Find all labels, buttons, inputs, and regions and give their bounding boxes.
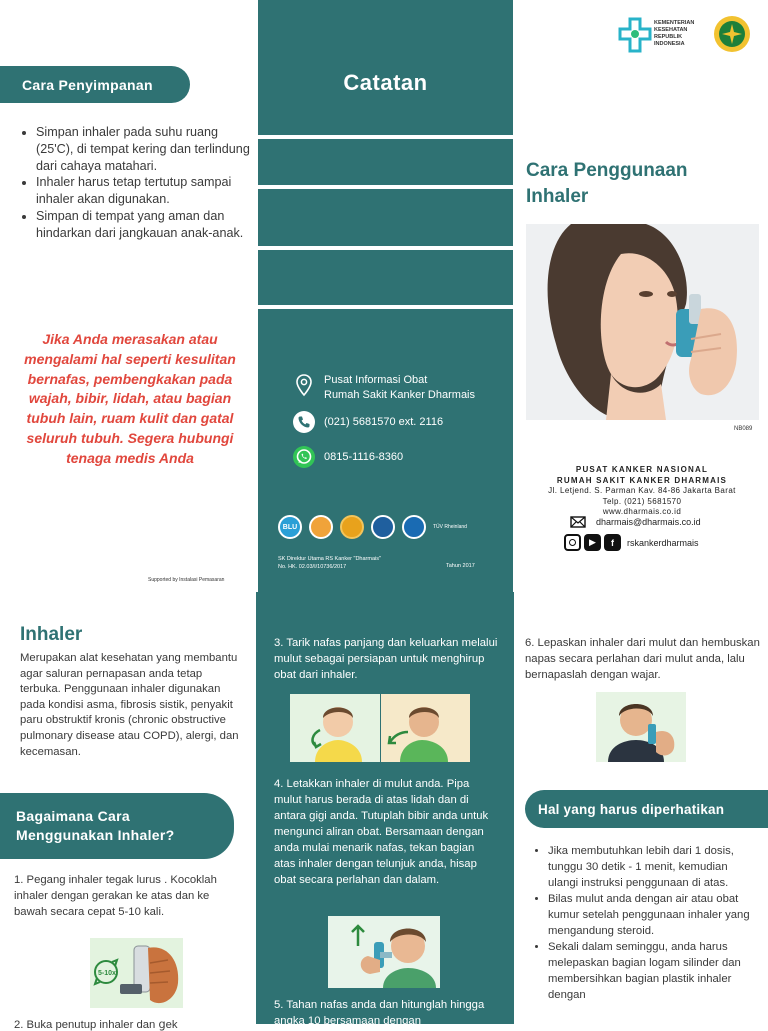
- year-text: Tahun 2017: [446, 563, 475, 569]
- social-handle: rskankerdharmais: [627, 537, 699, 548]
- location-row: [292, 373, 475, 403]
- document-code: NB089: [734, 426, 753, 432]
- attention-panel: [514, 592, 768, 1024]
- inhaler-info-panel: [0, 592, 256, 1031]
- ministry-line: KESEHATAN: [654, 27, 688, 33]
- phone-row: [292, 410, 443, 434]
- phone-icon: [292, 410, 316, 434]
- storage-heading: Cara Penyimpanan: [0, 66, 190, 103]
- press-inhaler-illustration: [328, 916, 440, 988]
- youtube-icon: ▶: [584, 534, 601, 551]
- storage-item: • Simpan inhaler pada suhu ruang (25'C), di tempat kering dan terlindung dari cahaya matahari.: [36, 124, 252, 174]
- cover-title-line: Cara Penggunaan: [526, 160, 688, 181]
- tuv-logo: TÜV Rheinland: [433, 524, 467, 530]
- supported-note: Supported by Instalasi Pemasaran: [148, 577, 225, 583]
- award-badge-icon: [309, 515, 333, 539]
- org-name: PUSAT KANKER NASIONAL: [575, 465, 709, 474]
- attention-list: [532, 843, 760, 1003]
- ministry-line: KEMENTERIAN: [654, 20, 695, 26]
- facebook-icon: f: [604, 534, 621, 551]
- ministry-logo-icon: [618, 17, 652, 53]
- attention-item: • Bilas mulut anda dengan air atau obat kumur setelah penggunaan inhaler yang mengandung steroid.: [548, 891, 760, 939]
- breathe-illustration: [290, 694, 470, 762]
- notes-panel: [258, 0, 513, 592]
- how-to-heading: [0, 793, 234, 859]
- inhaler-title: Inhaler: [20, 624, 83, 645]
- whatsapp-icon: [292, 445, 316, 469]
- decree-text: [278, 555, 381, 571]
- storage-list: [20, 124, 252, 242]
- attention-heading: Hal yang harus diperhatikan: [525, 790, 768, 828]
- hospital-address-block: [516, 465, 768, 518]
- attention-item: • Sekali dalam seminggu, anda harus melepaskan bagian logam silinder dan membersihkan bagian plastik inhaler dengan: [548, 939, 760, 1003]
- ministry-name: [654, 20, 694, 48]
- exhale-illustration: [596, 692, 686, 762]
- instagram-icon: [564, 534, 581, 551]
- iso-badge-icon: [402, 515, 426, 539]
- location-pin-icon: [292, 373, 316, 397]
- step-2: 2. Buka penutup inhaler dan ցek: [14, 1019, 178, 1031]
- steps-panel: [256, 592, 514, 1027]
- phone-number: (021) 5681570 ext. 2116: [324, 415, 444, 428]
- storage-item: • Simpan di tempat yang aman dan hindarkan dari jangkauan anak-anak.: [36, 208, 252, 242]
- how-to-heading-line: Menggunakan Inhaler?: [16, 827, 175, 843]
- location-line: Rumah Sakit Kanker Dharmais: [324, 389, 476, 401]
- decree-line: SK Direktur Utama RS Kanker "Dharmais": [278, 556, 381, 562]
- org-phone: Telp. (021) 5681570: [602, 496, 682, 506]
- cover-panel: [516, 0, 768, 592]
- blu-badge-icon: BLU: [278, 515, 302, 539]
- notes-title-box: [258, 0, 513, 135]
- inhaler-description: Merupakan alat kesehatan yang membantu agar saluran pernapasan anda tetap terbuka. Penggunaan inhaler digunakan pada kondisi asma, fibrosis sistik, penyakit paru obstruktif kronis (chronic obstructive pulmonary disease atau COPD), alergi, dan kecemasan.: [20, 652, 239, 758]
- cover-title: [526, 158, 688, 210]
- woman-inhaler-photo: [526, 224, 759, 420]
- note-line-box: [258, 250, 513, 305]
- storage-item: • Inhaler harus tetap tertutup sampai inhaler akan digunakan.: [36, 174, 252, 208]
- shake-inhaler-illustration: [90, 938, 183, 1008]
- street-address: Jl. Letjend. S. Parman Kav. 84-86 Jakarta Barat: [548, 486, 736, 495]
- step-4: 4. Letakkan inhaler di mulut anda. Pipa mulut harus berada di atas lidah dan di antara gigi anda. Tutuplah bibir anda untuk mengunci aliran obat. Bersamaan dengan anda mulai menarik nafas, tekan bagian atas inhaler dengan telunjuk anda, hisap obat secara perlahan dan dalam.: [274, 778, 489, 886]
- note-line-box: [258, 139, 513, 185]
- whatsapp-row: [292, 445, 403, 469]
- warning-text: Jika Anda merasakan atau mengalami hal seperti kesulitan bernafas, pembengkakan pada wajah, bibir, lidah, atau bagian tubuh lain, ruam kulit dan gatal seluruh tubuh. Segera hubungi tenaga medis Anda: [24, 331, 236, 466]
- hospital-seal-icon: [712, 14, 752, 54]
- note-line-box: [258, 189, 513, 246]
- how-to-heading-line: Bagaimana Cara: [16, 808, 130, 824]
- decree-line: No. HK. 02.03/I/10736/2017: [278, 564, 347, 570]
- accreditation-badge-icon: [371, 515, 395, 539]
- ministry-line: REPUBLIK: [654, 34, 683, 40]
- location-line: Pusat Informasi Obat: [324, 374, 428, 386]
- notes-title: Catatan: [343, 70, 428, 95]
- gold-badge-icon: [340, 515, 364, 539]
- social-row: [564, 534, 699, 551]
- mail-icon: [570, 516, 586, 528]
- shake-count-label: 5-10x: [98, 970, 116, 977]
- step-3: 3. Tarik nafas panjang dan keluarkan melalui mulut sebagai persiapan untuk menghirup obat dari inhaler.: [274, 637, 498, 681]
- whatsapp-number: 0815-1116-8360: [324, 450, 404, 463]
- attention-item: • Jika membutuhkan lebih dari 1 dosis, tunggu 30 detik - 1 menit, kemudian ulangi instruksi penggunaan di atas.: [548, 843, 760, 891]
- step-5: 5. Tahan nafas anda dan hitunglah hingga angka 10 bersamaan dengan: [274, 999, 485, 1027]
- cover-title-line: Inhaler: [526, 186, 589, 207]
- org-website: www.dharmais.co.id: [602, 507, 682, 516]
- org-name: RUMAH SAKIT KANKER DHARMAIS: [556, 475, 728, 485]
- step-6: 6. Lepaskan inhaler dari mulut dan hembuskan napas secara perlahan dari mulut anda, lalu bernapaslah dengan wajar.: [525, 637, 760, 681]
- step-1: 1. Pegang inhaler tegak lurus . Kocoklah inhaler dengan gerakan ke atas dan ke bawah secara cepat 5-10 kali.: [14, 874, 217, 918]
- email-row: [570, 516, 701, 528]
- ministry-line: INDONESIA: [654, 41, 685, 47]
- org-email: dharmais@dharmais.co.id: [596, 517, 701, 527]
- certification-badges: [278, 515, 467, 539]
